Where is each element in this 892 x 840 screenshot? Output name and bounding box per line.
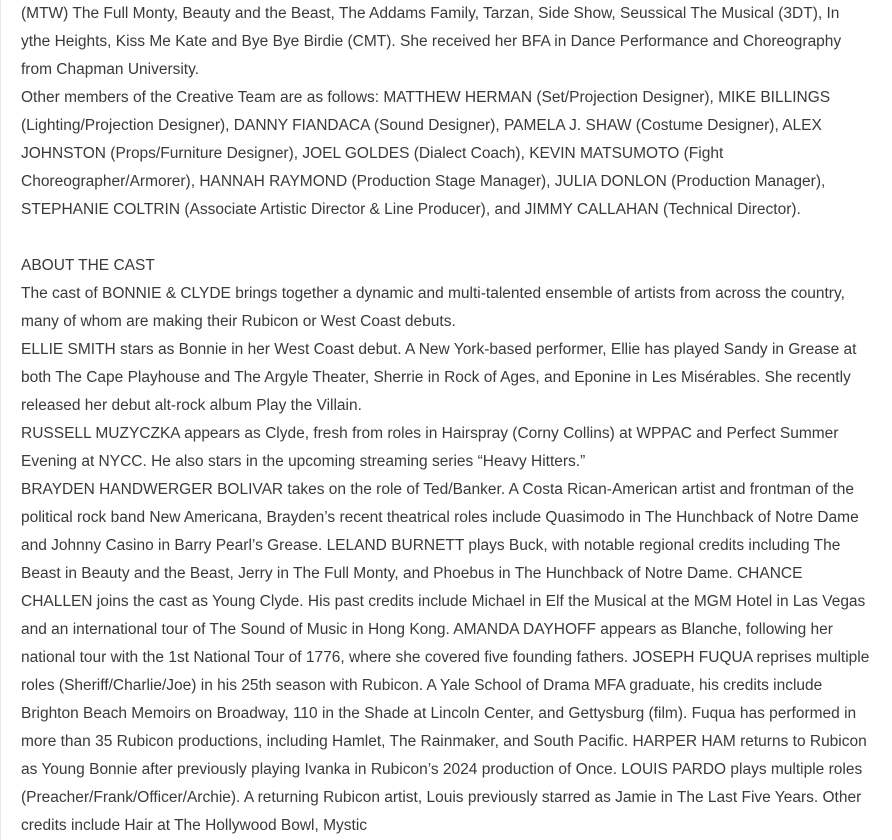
article-body — [21, 0, 871, 840]
intro-continued-paragraph: (MTW) The Full Monty, Beauty and the Beast, The Addams Family, Tarzan, Side Show, Seussical The Musical (3DT), In ythe Heights, Kiss Me Kate and Bye Bye Birdie (CMT). She received her BFA in Dance Performance and Choreography from Chapman University. — [21, 5, 842, 78]
ensemble-paragraph: BRAYDEN HANDWERGER BOLIVAR takes on the role of Ted/Banker. A Costa Rican-American artist and frontman of the political rock band New Americana, Brayden’s recent theatrical roles include Quasimodo in The Hunchback of Notre Dame and Johnny Casino in Barry Pearl’s Grease. LELAND BURNETT plays Buck, with notable regional credits including The Beast in Beauty and the Beast, Jerry in The Full Monty, and Phoebus in The Hunchback of Notre Dame. CHANCE CHALLEN joins the cast as Young Clyde. His past credits include Michael in Elf the Musical at the MGM Hotel in Las Vegas and an international tour of The Sound of Music in Hong Kong. AMANDA DAYHOFF appears as Blanche, following her national tour with the 1st National Tour of 1776, where she covered five founding fathers. JOSEPH FUQUA reprises multiple roles (Sheriff/Charlie/Joe) in his 25th season with Rubicon. A Yale School of Drama MFA graduate, his credits include Brighton Beach Memoirs on Broadway, 110 in the Shade at Lincoln Center, and Gettysburg (film). Fuqua has performed in more than 35 Rubicon productions, including Hamlet, The Rainmaker, and South Pacific. HARPER HAM returns to Rubicon as Young Bonnie after previously playing Ivanka in Rubicon’s 2024 production of Once. LOUIS PARDO plays multiple roles (Preacher/Frank/Officer/Archie). A returning Rubicon artist, Louis previously starred as Jamie in The Last Five Years. Other credits include Hair at The Hollywood Bowl, Mystic — [21, 481, 870, 834]
left-border-rule — [0, 0, 1, 840]
ellie-smith-paragraph: ELLIE SMITH stars as Bonnie in her West Coast debut. A New York-based performer, Ellie has played Sandy in Grease at both The Cape Playhouse and The Argyle Theater, Sherrie in Rock of Ages, and Eponine in Les Misérables. She recently released her debut alt-rock album Play the Villain. — [21, 341, 857, 414]
cast-section-heading: ABOUT THE CAST — [21, 257, 155, 274]
russell-muzyczka-paragraph: RUSSELL MUZYCZKA appears as Clyde, fresh from roles in Hairspray (Corny Collins) at WPPAC and Perfect Summer Evening at NYCC. He also stars in the upcoming streaming series “Heavy Hitters.” — [21, 425, 839, 470]
creative-team-paragraph: Other members of the Creative Team are as follows: MATTHEW HERMAN (Set/Projection Designer), MIKE BILLINGS (Lighting/Projection Designer), DANNY FIANDACA (Sound Designer), PAMELA J. SHAW (Costume Designer), ALEX JOHNSTON (Props/Furniture Designer), JOEL GOLDES (Dialect Coach), KEVIN MATSUMOTO (Fight Choreographer/Armorer), HANNAH RAYMOND (Production Stage Manager), JULIA DONLON (Production Manager), STEPHANIE COLTRIN (Associate Artistic Director & Line Producer), and JIMMY CALLAHAN (Technical Director). — [21, 89, 831, 218]
cast-intro-paragraph: The cast of BONNIE & CLYDE brings together a dynamic and multi-talented ensemble of artists from across the country, many of whom are making their Rubicon or West Coast debuts. — [21, 285, 845, 330]
paragraph-spacer — [21, 224, 871, 252]
